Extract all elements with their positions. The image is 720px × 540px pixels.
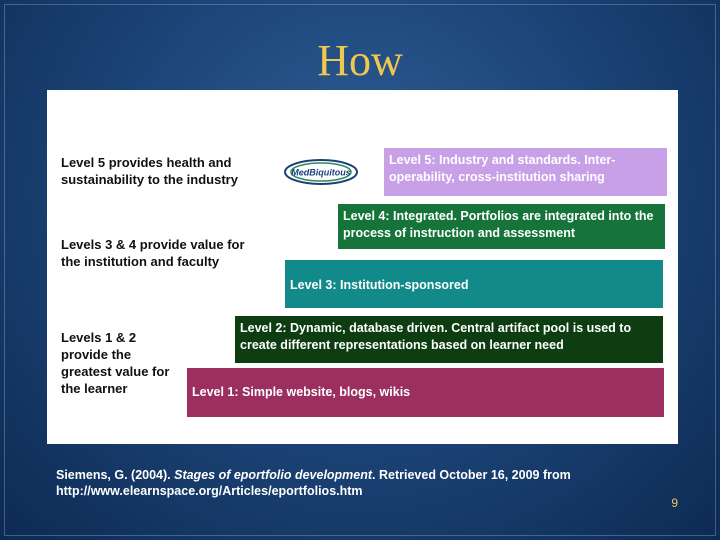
- medbiquitous-logo-graphic: [283, 158, 359, 186]
- level5-bar: [384, 148, 667, 196]
- level2-label: Level 2: Dynamic, database driven. Central artifact pool is used to create different representations based on learner need: [240, 321, 632, 352]
- label-level12-benefit: Levels 1 & 2 provide the greatest value for the learner: [61, 330, 170, 396]
- level3-label: Level 3: Institution-sponsored: [290, 278, 469, 292]
- label-level34-benefit: Levels 3 & 4 provide value for the institution and faculty: [61, 237, 245, 269]
- citation-author: Siemens, G. (2004).: [56, 468, 175, 482]
- level2-bar: [235, 316, 663, 363]
- page-number: 9: [671, 496, 678, 510]
- level4-bar: [338, 204, 665, 249]
- level3-bar: [285, 260, 663, 308]
- level5-label: Level 5: Industry and standards. Inter-operability, cross-institution sharing: [389, 153, 616, 184]
- level1-label: Level 1: Simple website, blogs, wikis: [192, 385, 411, 399]
- logo-text: MedBiquitous: [291, 167, 351, 178]
- citation-title: Stages of eportfolio development: [174, 468, 373, 482]
- medbiquitous-logo: [283, 158, 359, 186]
- level1-bar: [187, 368, 664, 417]
- citation: [56, 467, 656, 499]
- level4-label: Level 4: Integrated. Portfolios are integrated into the process of instruction and assessment: [343, 209, 654, 240]
- slide-title: How: [317, 36, 403, 85]
- label-level5-benefit: Level 5 provides health and sustainability to the industry: [61, 155, 238, 187]
- content-panel: [47, 90, 678, 444]
- citation-source: . Retrieved October 16, 2009 from http://www.elearnspace.org/Articles/eportfolios.htm: [56, 468, 571, 498]
